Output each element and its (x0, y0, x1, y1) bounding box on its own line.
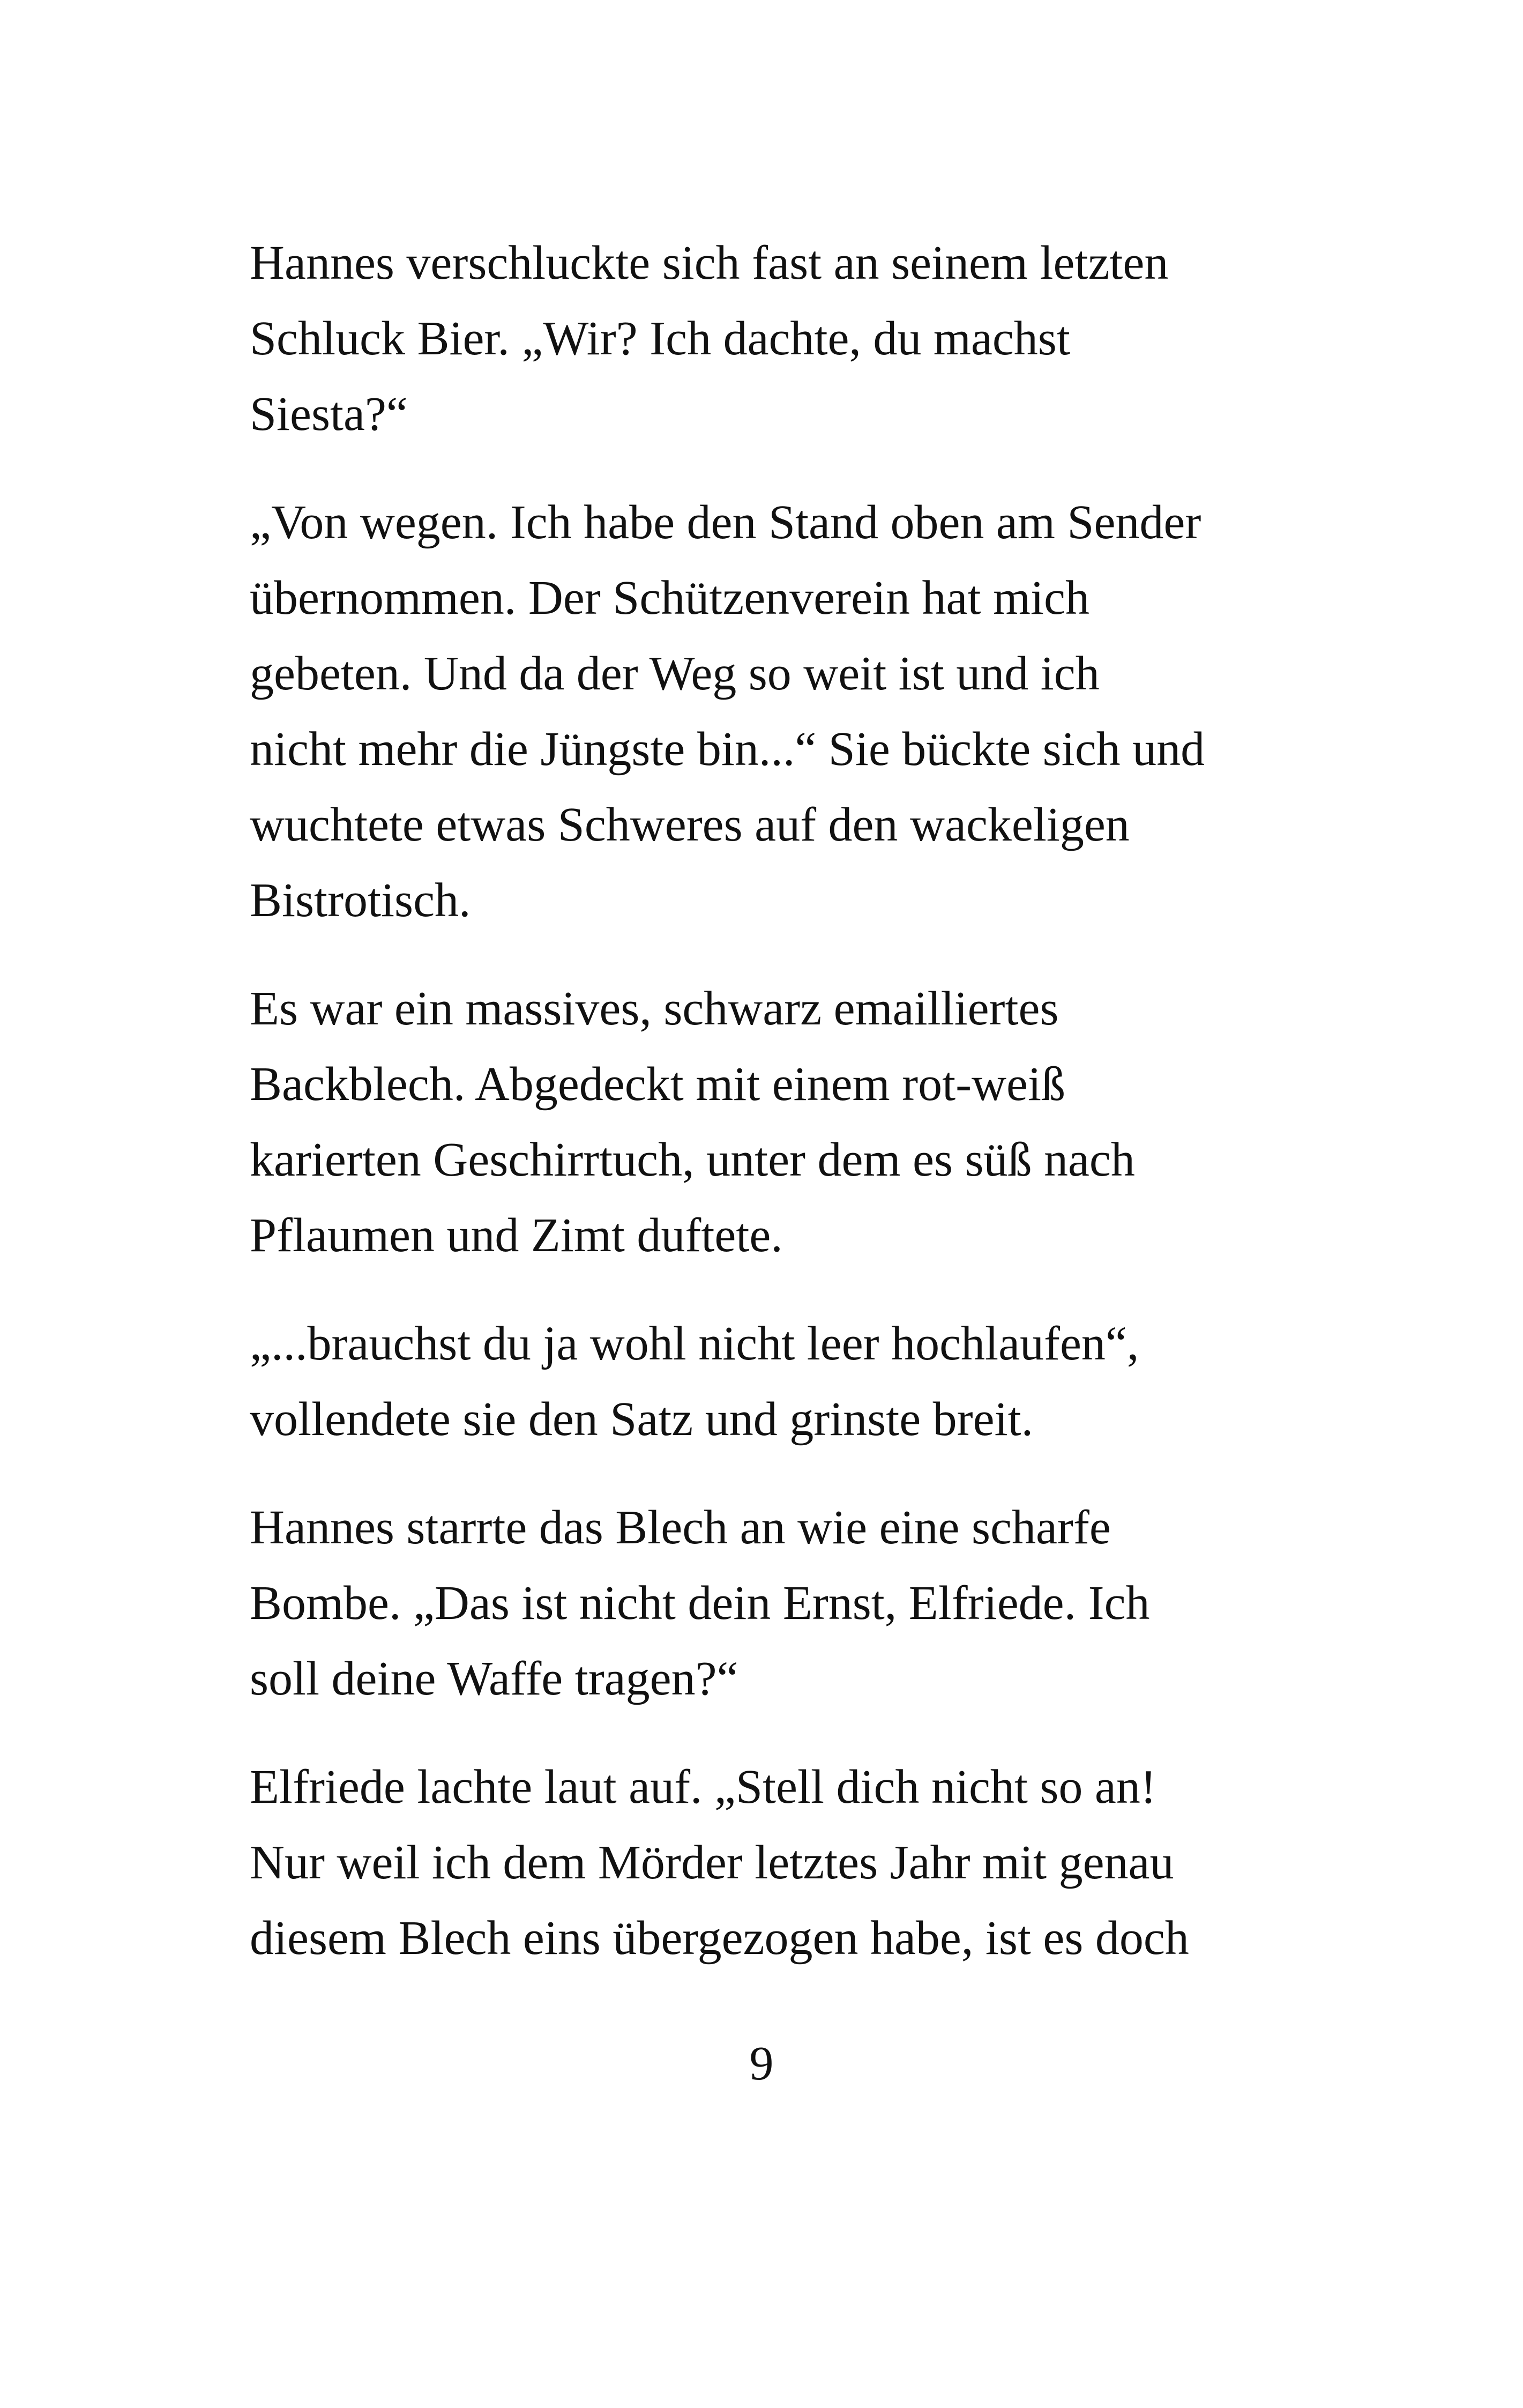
text-line: wuchtete etwas Schweres auf den wackeligen (250, 798, 1130, 851)
paragraph-2 (250, 485, 1332, 938)
text-line: vollendete sie den Satz und grinste breit. (250, 1393, 1034, 1446)
text-line: diesem Blech eins übergezogen habe, ist es doch (250, 1912, 1189, 1965)
body-text (250, 225, 1332, 2009)
text-line: Siesta?“ (250, 388, 408, 441)
text-line: Es war ein massives, schwarz emailliertes (250, 982, 1059, 1035)
paragraph-4 (250, 1306, 1332, 1457)
text-line: Schluck Bier. „Wir? Ich dachte, du machst (250, 312, 1070, 365)
paragraph-1 (250, 225, 1332, 452)
text-line: Hannes verschluckte sich fast an seinem letzten (250, 236, 1169, 289)
text-line: Hannes starrte das Blech an wie eine scharfe (250, 1501, 1111, 1554)
text-line: Backblech. Abgedeckt mit einem rot-weiß (250, 1058, 1066, 1111)
text-line: Bistrotisch. (250, 874, 471, 927)
page-number: 9 (749, 2037, 774, 2090)
text-line: karierten Geschirrtuch, unter dem es süß nach (250, 1133, 1135, 1186)
text-line: nicht mehr die Jüngste bin...“ Sie bückte sich und (250, 723, 1205, 776)
paragraph-5 (250, 1490, 1332, 1716)
text-line: Bombe. „Das ist nicht dein Ernst, Elfriede. Ich (250, 1577, 1150, 1630)
text-line: Nur weil ich dem Mörder letztes Jahr mit genau (250, 1836, 1174, 1889)
paragraph-6 (250, 1749, 1332, 1976)
paragraph-3 (250, 971, 1332, 1273)
text-line: Pflaumen und Zimt duftete. (250, 1209, 783, 1262)
text-line: Elfriede lachte laut auf. „Stell dich nicht so an! (250, 1760, 1156, 1814)
text-line: „...brauchst du ja wohl nicht leer hochlaufen“, (250, 1317, 1139, 1370)
text-line: soll deine Waffe tragen?“ (250, 1652, 738, 1705)
text-line: übernommen. Der Schützenverein hat mich (250, 571, 1089, 625)
text-line: „Von wegen. Ich habe den Stand oben am Sender (250, 496, 1201, 549)
text-line: gebeten. Und da der Weg so weit ist und ich (250, 647, 1100, 700)
